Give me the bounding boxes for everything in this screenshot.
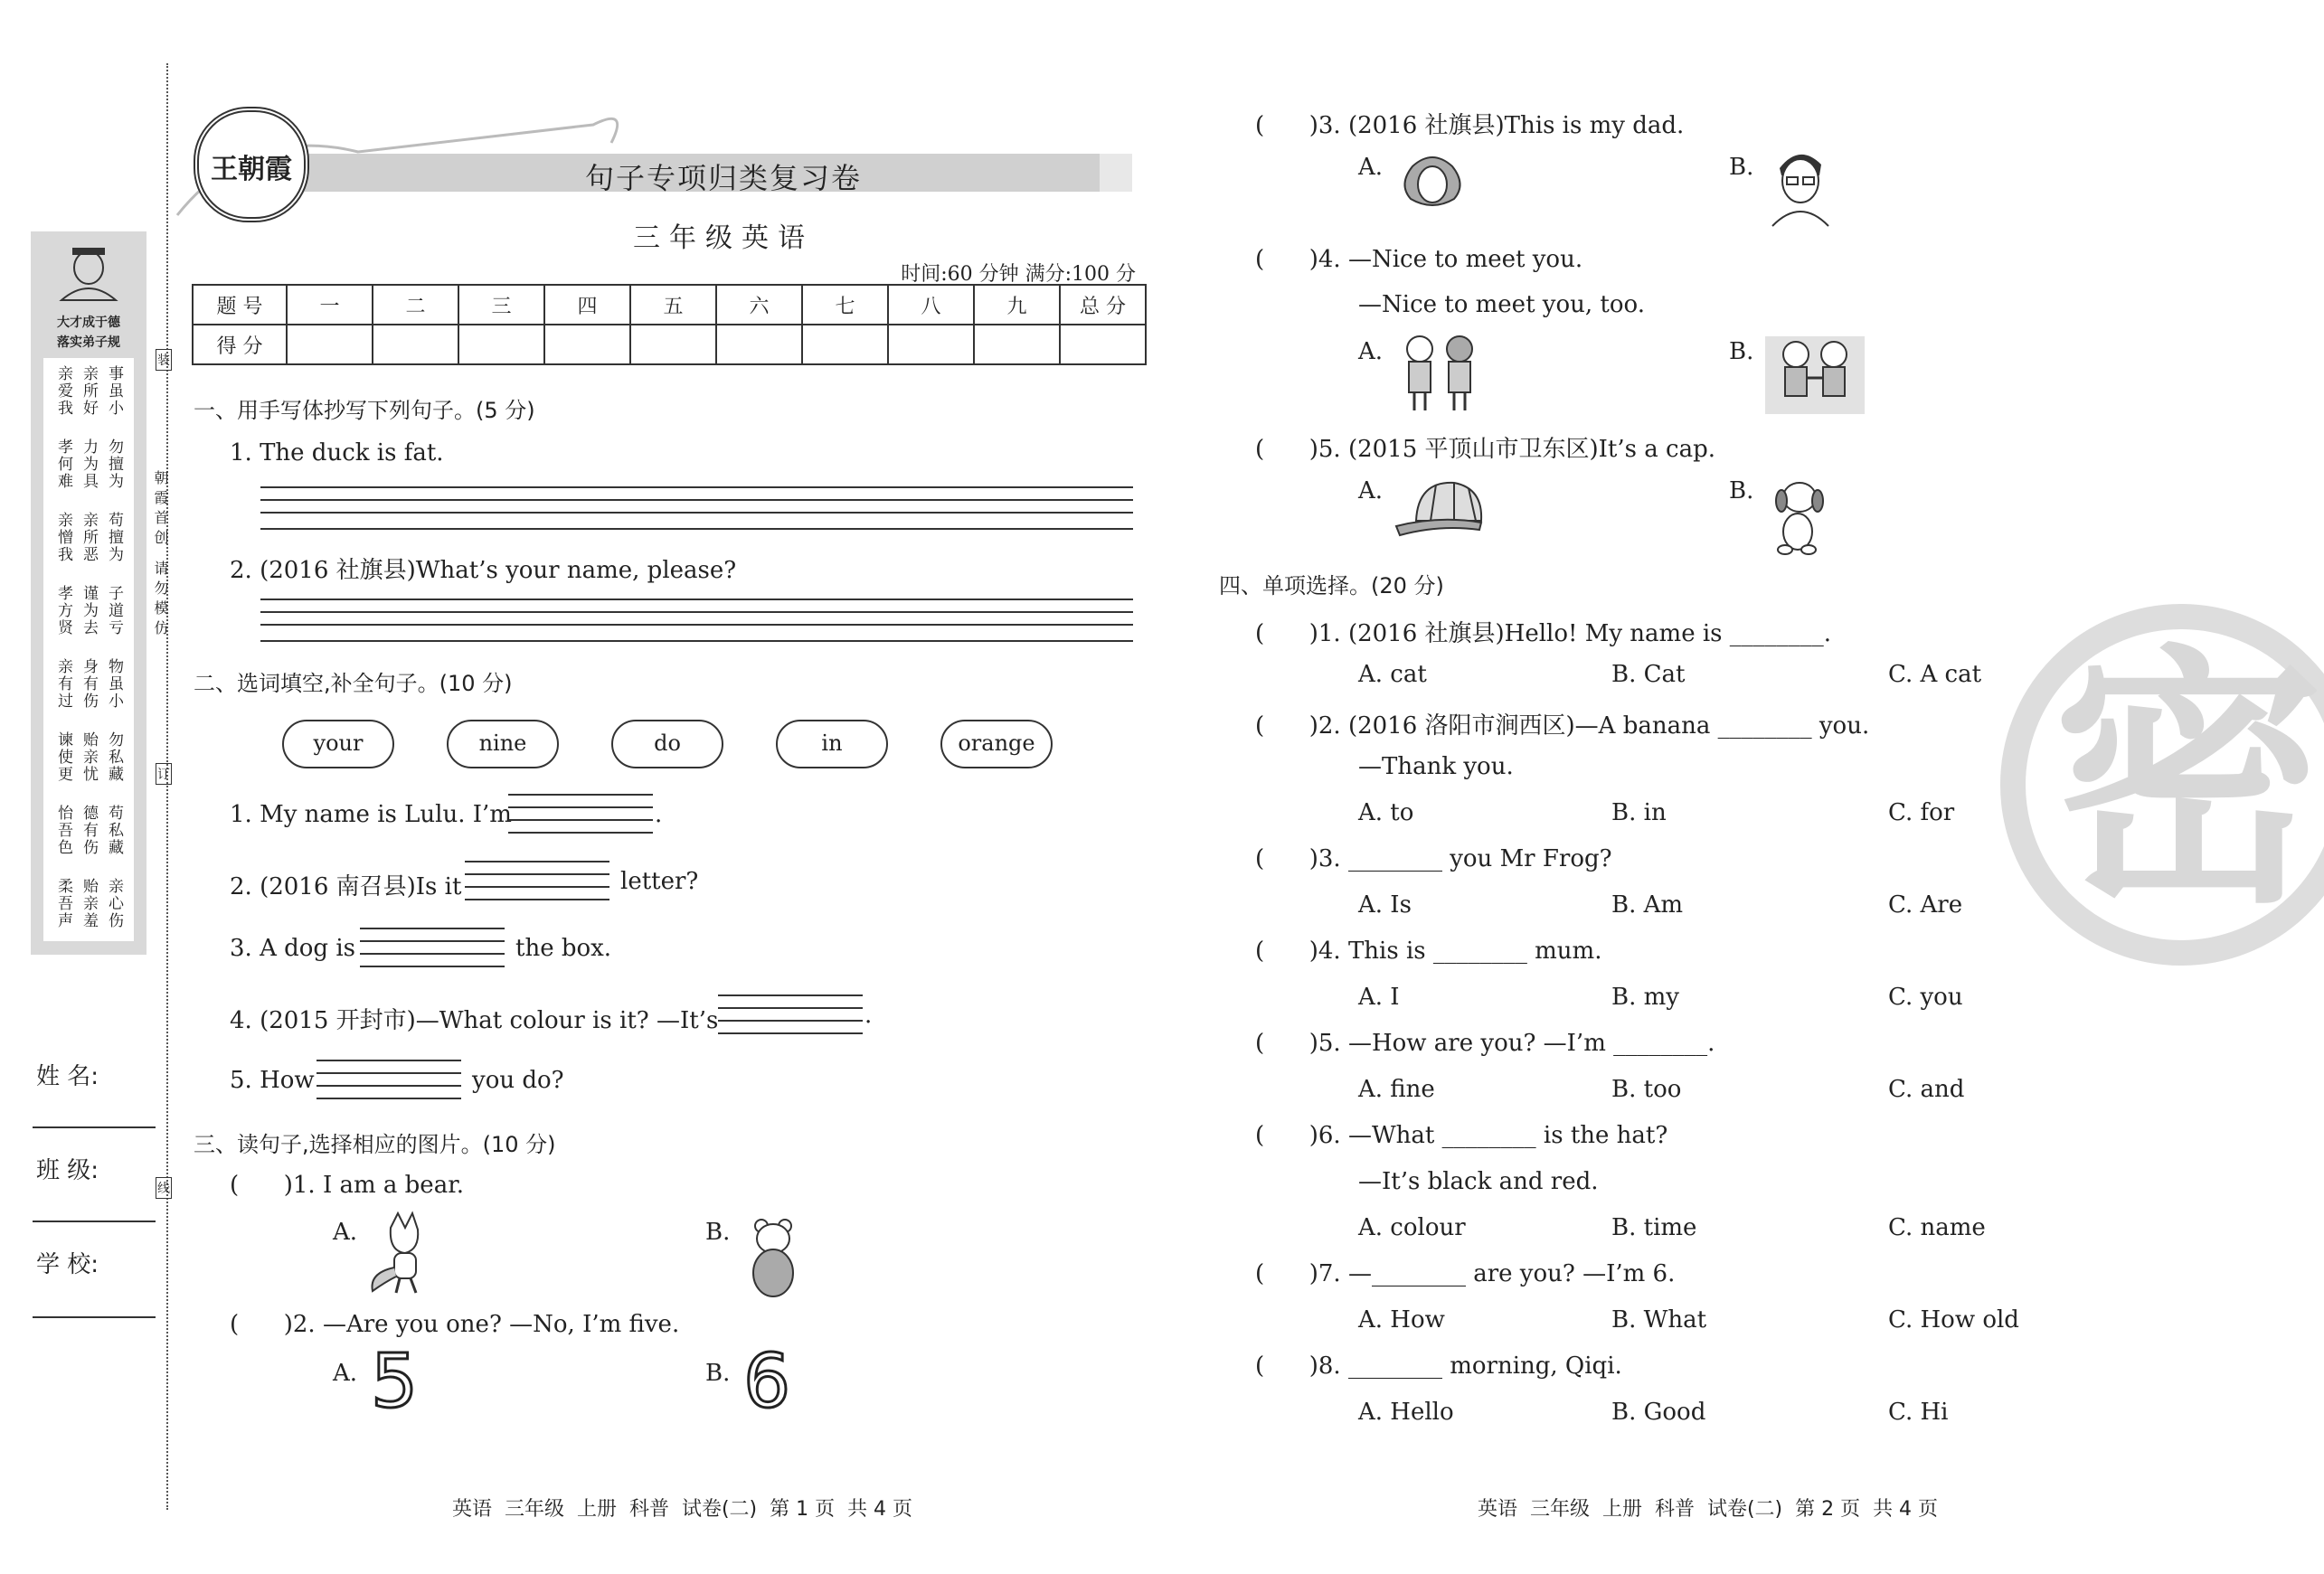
mc-option-b: B. in — [1611, 799, 1667, 826]
mc-option-c: C. for — [1888, 799, 1955, 826]
children-waving-icon — [1765, 336, 1865, 414]
motto-column: 勿私藏 — [105, 731, 123, 783]
dog-icon — [1767, 479, 1832, 557]
scholar-icon — [56, 240, 121, 304]
mc-option-b: B. Cat — [1611, 661, 1686, 688]
mc-question-line2: —Thank you. — [1358, 753, 1514, 780]
section3-title: 三、读句子,选择相应的图片。(10 分) — [194, 1132, 556, 1157]
bear-icon — [742, 1217, 805, 1302]
s3q2-option-a: A. — [333, 1360, 358, 1387]
score-header-cell: 七 — [802, 285, 888, 325]
mc-option-a: A. I — [1358, 984, 1400, 1011]
s3q4-option-a: A. — [1358, 338, 1384, 365]
score-cell[interactable] — [544, 325, 630, 364]
motto-column: 孝何难 — [54, 438, 72, 490]
motto-column: 事虽小 — [105, 365, 123, 417]
name-label: 姓 名: — [36, 1063, 99, 1090]
score-header-cell: 总 分 — [1060, 285, 1146, 325]
motto-column: 贻亲忧 — [80, 731, 98, 783]
section2-q2-suffix: letter? — [620, 868, 699, 895]
motto-column: 苟私藏 — [105, 805, 123, 856]
mc-option-b: B. What — [1611, 1306, 1707, 1334]
motto-column: 勿擅为 — [105, 438, 123, 490]
vertical-note-1: 朝霞首创 — [152, 470, 169, 550]
section3-q4b: —Nice to meet you, too. — [1358, 291, 1645, 318]
answer-line-3a[interactable] — [360, 928, 505, 929]
vertical-note-2: 请勿模仿 — [152, 561, 169, 640]
mc-option-a: A. fine — [1358, 1076, 1435, 1103]
mc-option-b: B. too — [1611, 1076, 1682, 1103]
answer-line-1d[interactable] — [508, 832, 653, 834]
binding-mark-1: 装 — [156, 349, 172, 371]
score-table — [192, 284, 1147, 365]
answer-line-3c[interactable] — [360, 953, 505, 955]
children-meeting-icon — [1398, 333, 1483, 414]
section4-title: 四、单项选择。(20 分) — [1219, 573, 1444, 598]
answer-line-4c[interactable] — [718, 1020, 863, 1022]
s3q3-option-b: B. — [1729, 154, 1754, 181]
binding-mark-3: 线 — [156, 1177, 172, 1199]
class-label: 班 级: — [36, 1157, 99, 1184]
mc-option-c: C. you — [1888, 984, 1963, 1011]
s3q1-option-b: B. — [705, 1219, 731, 1246]
mc-option-b: B. time — [1611, 1214, 1697, 1241]
answer-line-4d[interactable] — [718, 1032, 863, 1034]
mc-option-b: B. my — [1611, 984, 1679, 1011]
answer-line-5b[interactable] — [316, 1072, 461, 1074]
score-header-cell: 三 — [458, 285, 544, 325]
word-cloud: do — [611, 720, 723, 768]
school-label: 学 校: — [36, 1251, 99, 1278]
answer-line-5a[interactable] — [316, 1060, 461, 1061]
brand-logo — [194, 107, 309, 222]
score-header-cell: 六 — [716, 285, 802, 325]
section2-q3-prefix: 3. A dog is — [230, 935, 355, 962]
score-header-cell: 八 — [888, 285, 974, 325]
mc-option-b: B. Good — [1611, 1399, 1706, 1426]
exam-title: 句子专项归类复习卷 — [584, 161, 862, 195]
score-cell[interactable] — [888, 325, 974, 364]
mc-question-line2: —It’s black and red. — [1358, 1168, 1599, 1195]
answer-line-5c[interactable] — [316, 1085, 461, 1087]
section1-q1: 1. The duck is fat. — [230, 439, 444, 467]
mc-option-a: A. Hello — [1358, 1399, 1454, 1426]
answer-line-1c[interactable] — [508, 819, 653, 821]
score-header-cell: 二 — [373, 285, 458, 325]
section2-q5-prefix: 5. How — [230, 1067, 315, 1094]
mc-question: ( )8. ________ morning, Qiqi. — [1255, 1353, 1622, 1380]
section1-title: 一、用手写体抄写下列句子。(5 分) — [194, 398, 535, 423]
s3q4-option-b: B. — [1729, 338, 1754, 365]
mc-option-c: C. How old — [1888, 1306, 2019, 1334]
answer-line-3d[interactable] — [360, 966, 505, 967]
motto-column: 亲憎我 — [54, 512, 72, 563]
answer-line-1b[interactable] — [508, 806, 653, 808]
score-cell[interactable] — [802, 325, 888, 364]
section2-title: 二、选词填空,补全句子。(10 分) — [194, 671, 513, 696]
section2-q2-prefix: 2. (2016 南召县)Is it — [230, 873, 462, 900]
name-line[interactable] — [33, 1126, 156, 1128]
answer-line-2b[interactable] — [465, 873, 609, 875]
cap-icon — [1394, 476, 1490, 539]
motto-line-2: 落实弟子规 — [57, 335, 120, 350]
motto-column: 谨为去 — [80, 585, 98, 636]
mc-question: ( )1. (2016 社旗县)Hello! My name is ________. — [1255, 620, 1832, 647]
mc-question: ( )2. (2016 洛阳市涧西区)—A banana ________ you. — [1255, 712, 1870, 740]
score-cell[interactable] — [458, 325, 544, 364]
section3-q5: ( )5. (2015 平顶山市卫东区)It’s a cap. — [1255, 436, 1715, 463]
answer-line-3b[interactable] — [360, 940, 505, 942]
score-header-row — [193, 285, 1146, 325]
motto-column: 苟擅为 — [105, 512, 123, 563]
mc-option-c: C. Are — [1888, 891, 1963, 919]
woman-portrait-icon — [1394, 148, 1470, 221]
section3-q4a: ( )4. —Nice to meet you. — [1255, 246, 1583, 273]
section2-q1-suffix: . — [655, 801, 663, 828]
mc-question: ( )3. ________ you Mr Frog? — [1255, 845, 1612, 872]
score-header-cell: 一 — [287, 285, 373, 325]
score-cell[interactable] — [716, 325, 802, 364]
word-cloud: in — [776, 720, 888, 768]
answer-line-2c[interactable] — [465, 886, 609, 888]
score-cell[interactable] — [974, 325, 1060, 364]
motto-line-1: 大才成于德 — [57, 316, 120, 330]
answer-line-4b[interactable] — [718, 1007, 863, 1009]
mc-option-a: A. How — [1358, 1306, 1445, 1334]
answer-line-1a[interactable] — [508, 794, 653, 796]
section2-q4-suffix: . — [864, 1002, 873, 1029]
answer-line-5d[interactable] — [316, 1098, 461, 1099]
section3-q3: ( )3. (2016 社旗县)This is my dad. — [1255, 112, 1685, 139]
score-header-cell: 题 号 — [193, 285, 287, 325]
section3-q1: ( )1. I am a bear. — [230, 1172, 465, 1199]
motto-column: 亲心伤 — [105, 878, 123, 929]
fox-icon — [364, 1210, 449, 1296]
section2-q5-suffix: you do? — [472, 1067, 564, 1094]
handwriting-lines-1[interactable] — [260, 486, 1133, 530]
motto-column: 亲所好 — [80, 365, 98, 417]
motto-column: 贻亲羞 — [80, 878, 98, 929]
motto-column: 德有伤 — [80, 805, 98, 856]
number-five-image: 5 — [371, 1339, 419, 1425]
man-portrait-icon — [1767, 143, 1834, 226]
class-line[interactable] — [33, 1221, 156, 1222]
answer-line-2a[interactable] — [465, 861, 609, 862]
footer-right: 英语 三年级 上册 科普 试卷(二) 第 2 页 共 4 页 — [1478, 1498, 1939, 1521]
motto-column: 亲有过 — [54, 658, 72, 710]
mc-option-a: A. cat — [1358, 661, 1427, 688]
mc-option-c: C. name — [1888, 1214, 1986, 1241]
word-cloud: nine — [447, 720, 559, 768]
score-header-cell: 九 — [974, 285, 1060, 325]
motto-column: 怡吾色 — [54, 805, 72, 856]
time-info: 时间:60 分钟 满分:100 分 — [901, 263, 1136, 286]
motto-column: 力为具 — [80, 438, 98, 490]
s3q3-option-a: A. — [1358, 154, 1384, 181]
score-cell[interactable] — [287, 325, 373, 364]
exam-subtitle: 三年级英语 — [633, 222, 814, 254]
motto-column: 子道亏 — [105, 585, 123, 636]
mc-question: ( )4. This is ________ mum. — [1255, 938, 1602, 965]
mc-option-a: A. colour — [1358, 1214, 1466, 1241]
motto-column: 身有伤 — [80, 658, 98, 710]
watermark-glyph: 密 — [2053, 624, 2324, 939]
word-cloud: orange — [940, 720, 1053, 768]
mc-question: ( )6. —What ________ is the hat? — [1255, 1122, 1668, 1149]
mc-option-c: C. A cat — [1888, 661, 1982, 688]
binding-mark-2: 订 — [156, 763, 172, 785]
section3-q2: ( )2. —Are you one? —No, I’m five. — [230, 1311, 680, 1338]
s3q2-option-b: B. — [705, 1360, 731, 1387]
s3q1-option-a: A. — [333, 1219, 358, 1246]
binding-dotted-line — [166, 63, 168, 1510]
motto-column: 亲爱我 — [54, 365, 72, 417]
score-cell[interactable] — [373, 325, 458, 364]
school-line[interactable] — [33, 1316, 156, 1318]
number-six-image: 6 — [743, 1339, 791, 1425]
logo-text: 王朝霞 — [211, 154, 292, 185]
mc-question: ( )5. —How are you? —I’m ________. — [1255, 1030, 1715, 1057]
motto-column: 谏使更 — [54, 731, 72, 783]
mc-option-c: C. Hi — [1888, 1399, 1949, 1426]
answer-line-4a[interactable] — [718, 994, 863, 996]
section2-q4-prefix: 4. (2015 开封市)—What colour is it? —It’s — [230, 1007, 719, 1034]
score-value-row — [193, 325, 1146, 364]
motto-column: 物虽小 — [105, 658, 123, 710]
mc-option-b: B. Am — [1611, 891, 1684, 919]
mc-option-a: A. to — [1358, 799, 1414, 826]
motto-column: 孝方贤 — [54, 585, 72, 636]
mc-option-c: C. and — [1888, 1076, 1965, 1103]
score-cell[interactable] — [630, 325, 716, 364]
footer-left: 英语 三年级 上册 科普 试卷(二) 第 1 页 共 4 页 — [452, 1498, 913, 1521]
section1-q2: 2. (2016 社旗县)What’s your name, please? — [230, 557, 737, 584]
motto-column: 亲所恶 — [80, 512, 98, 563]
mc-option-a: A. Is — [1358, 891, 1412, 919]
mc-question: ( )7. —________ are you? —I’m 6. — [1255, 1260, 1676, 1287]
score-row-label: 得 分 — [193, 325, 287, 364]
score-header-cell: 四 — [544, 285, 630, 325]
score-header-cell: 五 — [630, 285, 716, 325]
motto-column: 柔吾声 — [54, 878, 72, 929]
section2-q3-suffix: the box. — [515, 935, 612, 962]
section2-q1-prefix: 1. My name is Lulu. I’m — [230, 801, 512, 828]
score-cell[interactable] — [1060, 325, 1146, 364]
s3q5-option-b: B. — [1729, 477, 1754, 504]
word-cloud: your — [282, 720, 394, 768]
s3q5-option-a: A. — [1358, 477, 1384, 504]
answer-line-2d[interactable] — [465, 899, 609, 900]
handwriting-lines-2[interactable] — [260, 598, 1133, 642]
